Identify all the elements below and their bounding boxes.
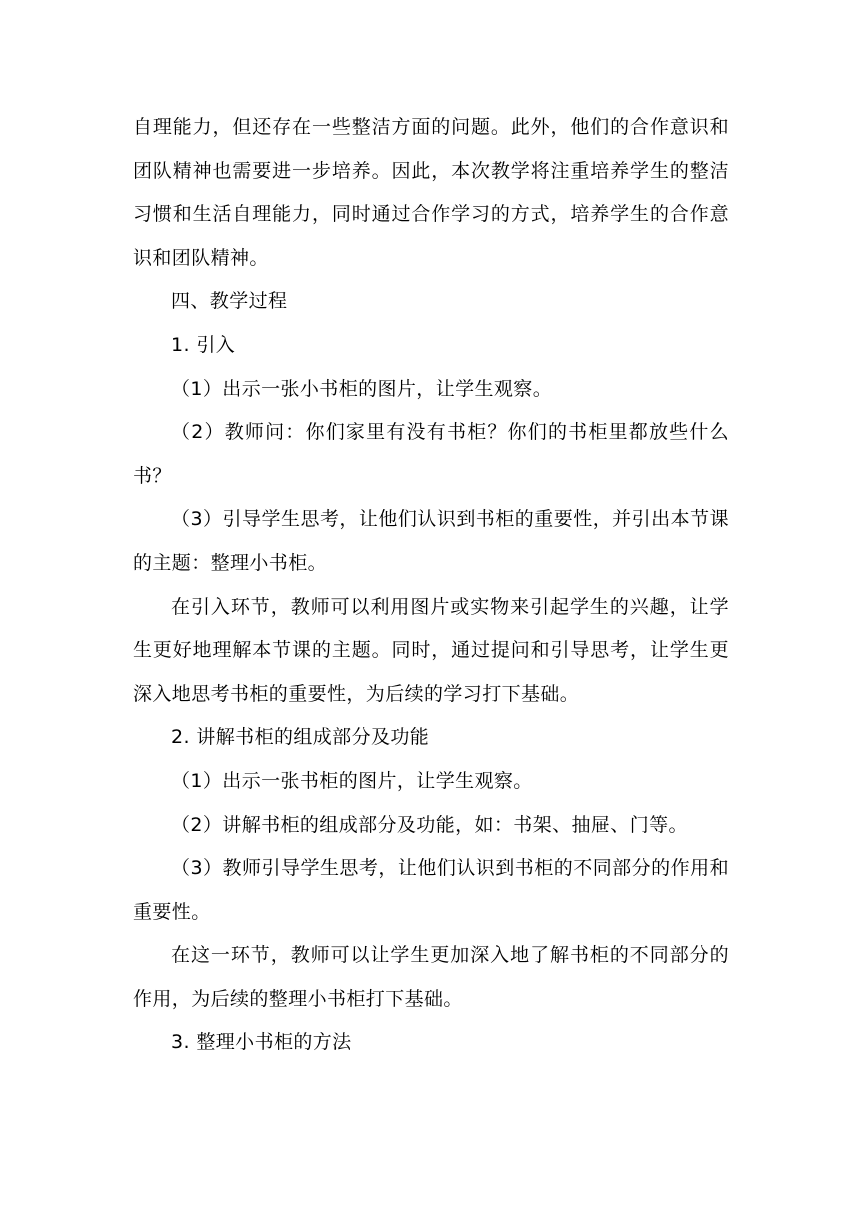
section-heading: 四、教学过程 [171, 290, 288, 313]
list-item: （1）出示一张书柜的图片，让学生观察。 [171, 769, 533, 792]
body-paragraph: 在这一环节，教师可以让学生更加深入地了解书柜的不同部分的作用，为后续的整理小书柜打下基础。 [133, 944, 729, 1010]
body-paragraph: 自理能力，但还存在一些整洁方面的问题。此外，他们的合作意识和团队精神也需要进一步培养。因此，本次教学将注重培养学生的整洁习惯和生活自理能力，同时通过合作学习的方式，培养学生的合作意识和团队精神。 [133, 116, 729, 269]
document-body [133, 106, 729, 1065]
subsection-heading: 1. 引入 [171, 333, 236, 356]
list-item: （3）教师引导学生思考，让他们认识到书柜的不同部分的作用和重要性。 [133, 857, 729, 923]
list-item: （3）引导学生思考，让他们认识到书柜的重要性，并引出本节课的主题：整理小书柜。 [133, 508, 729, 574]
list-item: （2）教师问：你们家里有没有书柜？你们的书柜里都放些什么书？ [133, 421, 729, 487]
subsection-heading: 2. 讲解书柜的组成部分及功能 [171, 726, 430, 749]
body-paragraph: 在引入环节，教师可以利用图片或实物来引起学生的兴趣，让学生更好地理解本节课的主题。同时，通过提问和引导思考，让学生更深入地思考书柜的重要性，为后续的学习打下基础。 [133, 595, 729, 705]
subsection-heading: 3. 整理小书柜的方法 [171, 1031, 352, 1054]
list-item: （1）出示一张小书柜的图片，让学生观察。 [171, 377, 553, 400]
list-item: （2）讲解书柜的组成部分及功能，如：书架、抽屉、门等。 [171, 813, 688, 836]
